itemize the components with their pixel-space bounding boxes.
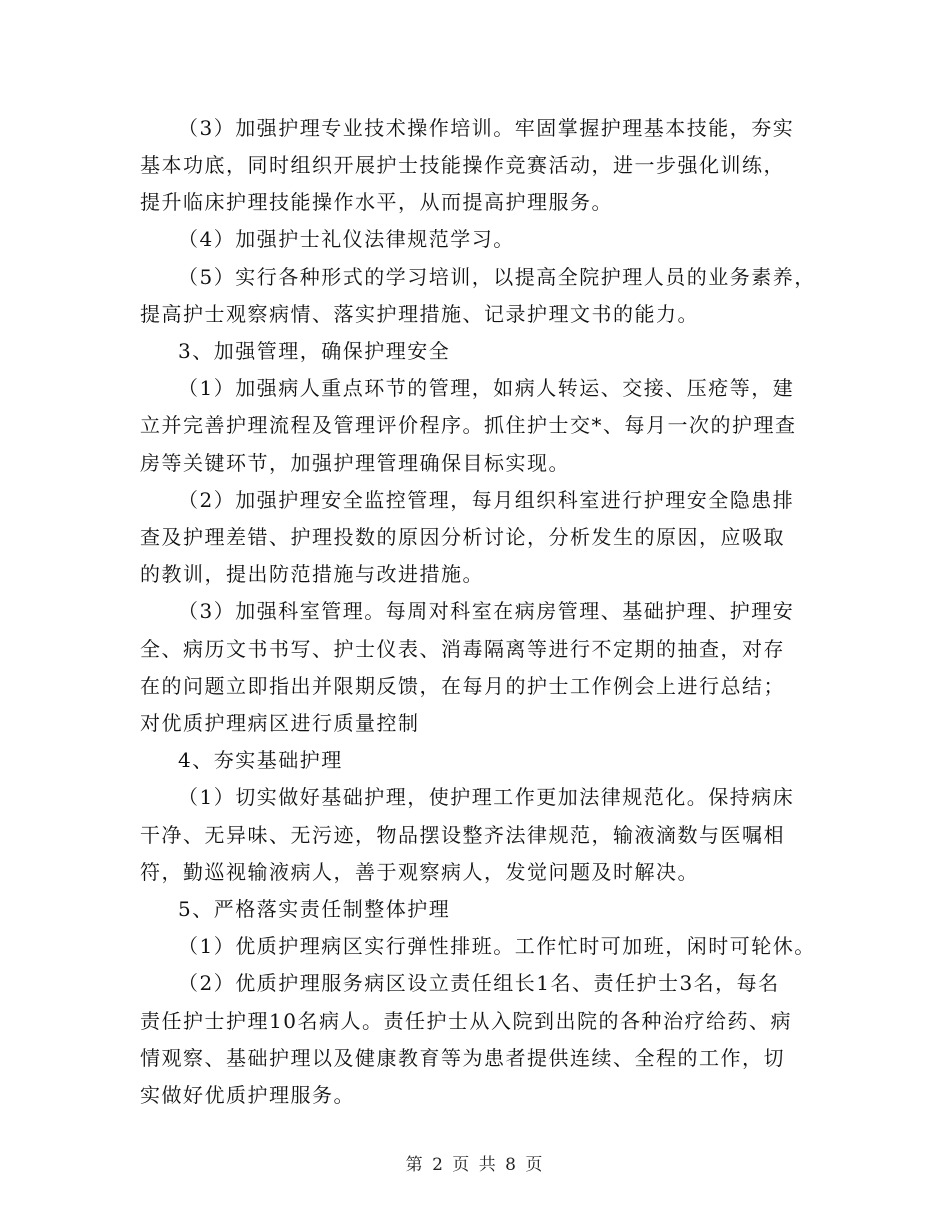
paragraph-line: 的教训，提出防范措施与改进措施。 (140, 562, 484, 586)
paragraph-line: 查及护理差错、护理投数的原因分析讨论，分析发生的原因，应吸取 (140, 525, 785, 549)
paragraph-line: 全、病历文书书写、护士仪表、消毒隔离等进行不定期的抽查，对存 (140, 637, 785, 661)
paragraph-line: （1）加强病人重点环节的管理，如病人转运、交接、压疮等，建 (178, 376, 795, 400)
paragraph-line: 提高护士观察病情、落实护理措施、记录护理文书的能力。 (140, 302, 699, 326)
section-heading: 3、加强管理，确保护理安全 (178, 339, 451, 363)
paragraph-line: 基本功底，同时组织开展护士技能操作竞赛活动，进一步强化训练， (140, 153, 785, 177)
paragraph-line: 在的问题立即指出并限期反馈，在每月的护士工作例会上进行总结； (140, 674, 785, 698)
paragraph-line: （5）实行各种形式的学习培训，以提高全院护理人员的业务素养， (178, 265, 816, 289)
paragraph-line: 立并完善护理流程及管理评价程序。抓住护士交*、每月一次的护理查 (140, 413, 797, 437)
paragraph-line: （1）优质护理病区实行弹性排班。工作忙时可加班，闲时可轮休。 (178, 934, 816, 958)
paragraph-line: 干净、无异味、无污迹，物品摆设整齐法律规范，输液滴数与医嘱相 (140, 823, 785, 847)
paragraph-line: （4）加强护士礼仪法律规范学习。 (178, 227, 515, 251)
paragraph-line: 情观察、基础护理以及健康教育等为患者提供连续、全程的工作，切 (140, 1046, 785, 1070)
paragraph-line: （3）加强科室管理。每周对科室在病房管理、基础护理、护理安 (178, 599, 795, 623)
page-number-footer: 第 2 页 共 8 页 (405, 1155, 545, 1175)
paragraph-line: 实做好优质护理服务。 (140, 1083, 355, 1107)
section-heading: 4、夯实基础护理 (178, 748, 343, 772)
paragraph-line: （2）加强护理安全监控管理，每月组织科室进行护理安全隐患排 (178, 488, 795, 512)
paragraph-line: 对优质护理病区进行质量控制 (140, 711, 420, 735)
paragraph-line: 提升临床护理技能操作水平，从而提高护理服务。 (140, 190, 613, 214)
paragraph-line: 符，勤巡视输液病人，善于观察病人，发觉问题及时解决。 (140, 860, 699, 884)
paragraph-line: （1）切实做好基础护理，使护理工作更加法律规范化。保持病床 (178, 785, 795, 809)
section-heading: 5、严格落实责任制整体护理 (178, 897, 451, 921)
paragraph-line: 房等关键环节，加强护理管理确保目标实现。 (140, 451, 570, 475)
paragraph-line: （2）优质护理服务病区设立责任组长1名、责任护士3名，每名 (178, 971, 780, 995)
paragraph-line: （3）加强护理专业技术操作培训。牢固掌握护理基本技能，夯实 (178, 116, 795, 140)
paragraph-line: 责任护士护理10名病人。责任护士从入院到出院的各种治疗给药、病 (140, 1009, 792, 1033)
